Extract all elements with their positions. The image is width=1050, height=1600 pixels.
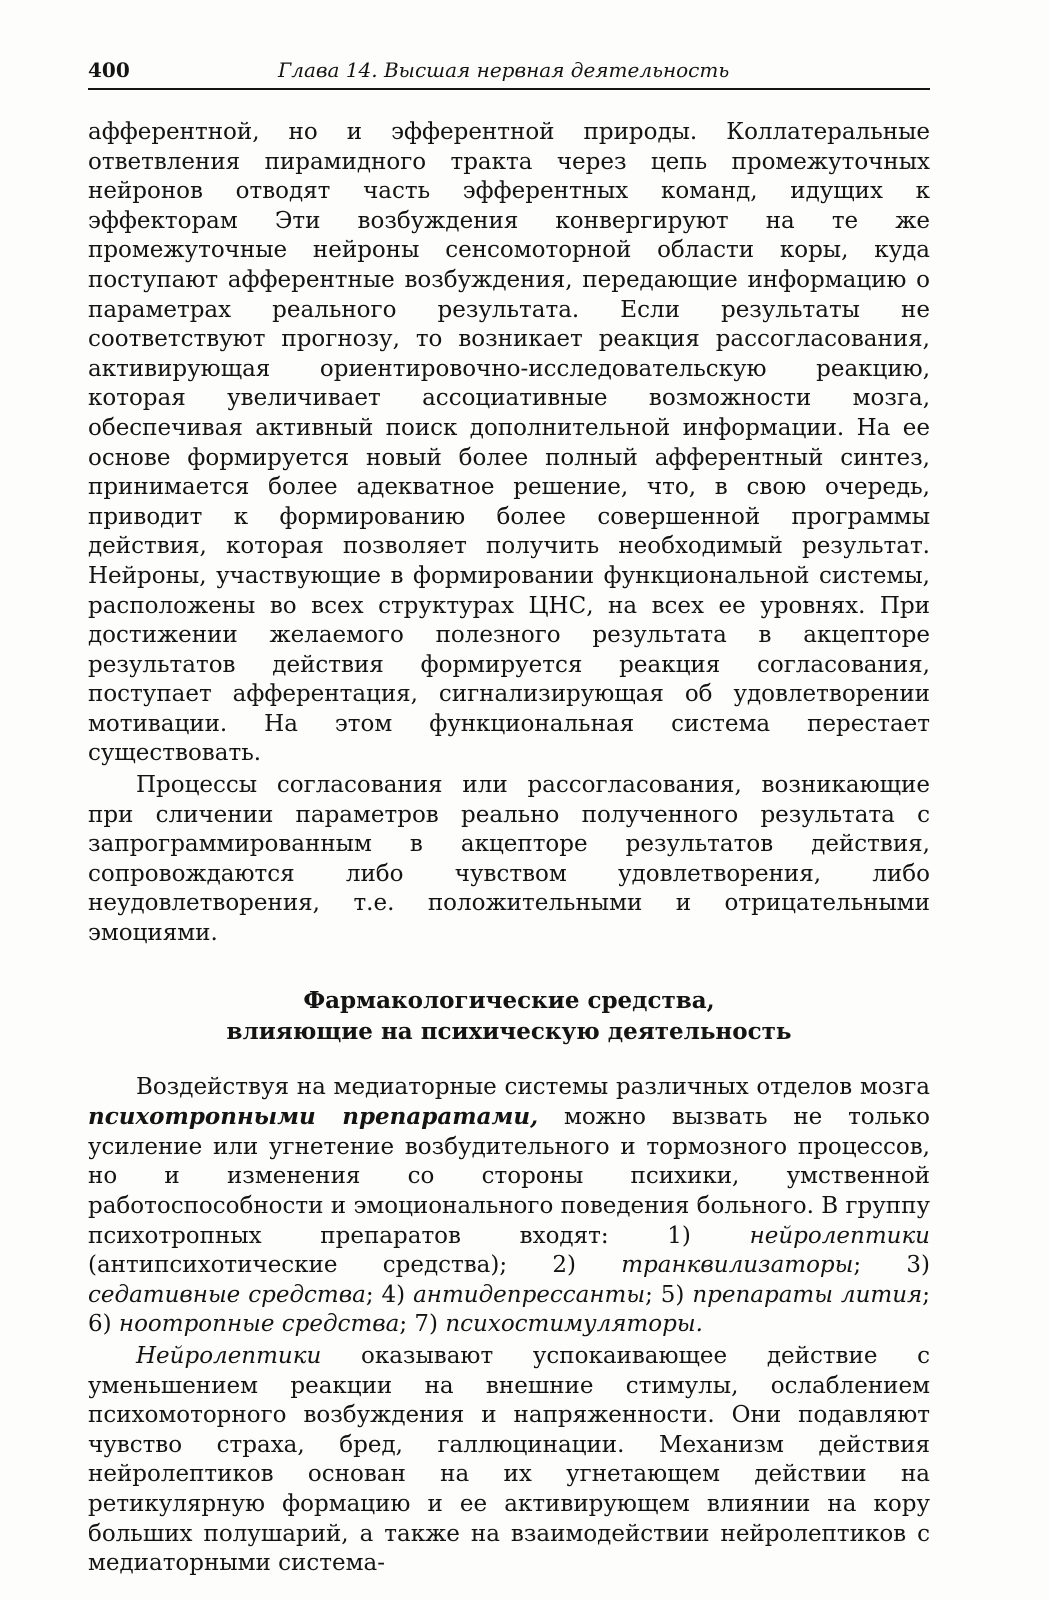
class-neuroleptics: нейролептики bbox=[749, 1222, 930, 1249]
paragraph-3-text: ; 5) bbox=[645, 1281, 693, 1308]
class-psychostimulants: психостимуляторы. bbox=[445, 1311, 703, 1338]
page-number: 400 bbox=[88, 58, 130, 82]
paragraph-3-text: Воздействуя на медиаторные системы различных отделов мозга bbox=[136, 1073, 930, 1100]
term-neuroleptics: Нейролептики bbox=[136, 1342, 322, 1369]
running-head bbox=[88, 58, 930, 90]
paragraph-3-text: можно вызвать не только усиление или угнетение возбудительного и тормозного процессов, но и изменения со стороны психики, умственной работоспособности и эмоционального поведения больного. В группу психотропных препаратов входят: 1) bbox=[88, 1104, 931, 1249]
paragraph-3-text: ; 4) bbox=[365, 1281, 414, 1308]
section-heading-line-2: влияющие на психическую деятельность bbox=[226, 1017, 792, 1045]
paragraph-4 bbox=[88, 1342, 930, 1579]
paragraph-1: афферентной, но и эфферентной природы. Коллатеральные ответвления пирамидного тракта через цепь промежуточных нейронов отводят часть эфферентных команд, идущих к эффекторам Эти возбуждения конвергируют на те же промежуточные нейроны сенсомоторной области коры, куда поступают афферентные возбуждения, передающие информацию о параметрах реального результата. Если результаты не соответствуют прогнозу, то возникает реакция рассогласования, активирующая ориентировочно-исследовательскую реакцию, которая увеличивает ассоциативные возможности мозга, обеспечивая активный поиск дополнительной информации. На ее основе формируется новый более полный афферентный синтез, принимается более адекватное решение, что, в свою очередь, приводит к формированию более совершенной программы действия, которая позволяет получить необходимый результат. Нейроны, участвующие в формировании функциональной системы, расположены во всех структурах ЦНС, на всех ее уровнях. При достижении желаемого полезного результата в акцепторе результатов действия формируется реакция согласования, поступает афферентация, сигнализирующая об удовлетворении мотивации. На этом функциональная система перестает существовать. bbox=[88, 119, 930, 767]
paragraph-2: Процессы согласования или рассогласования, возникающие при сличении параметров реально полученного результата с запрограммированным в акцепторе результатов действия, сопровождаются либо чувством удовлетворения, либо неудовлетворения, т.е. положительными и отрицательными эмоциями. bbox=[88, 772, 930, 947]
paragraph-3-text: ; 3) bbox=[853, 1252, 930, 1279]
class-nootropics: ноотропные средства bbox=[118, 1311, 400, 1338]
chapter-title: Глава 14. Высшая нервная деятельность bbox=[278, 58, 730, 82]
book-page bbox=[88, 58, 930, 1579]
body-text bbox=[88, 118, 930, 1579]
class-antidepressants: антидепрессанты bbox=[413, 1281, 646, 1308]
paragraph-3-text: (антипсихотические средства); 2) bbox=[88, 1252, 622, 1279]
section-heading bbox=[88, 985, 930, 1047]
term-psychotropic: психотропными препаратами, bbox=[88, 1103, 539, 1131]
section-heading-line-1: Фармакологические средства, bbox=[303, 986, 715, 1014]
paragraph-3-text: ; 6) bbox=[88, 1281, 930, 1338]
class-sedatives: седативные средства bbox=[88, 1281, 366, 1308]
class-lithium: препараты лития bbox=[692, 1281, 923, 1308]
paragraph-4-text: оказывают успокаивающее действие с уменьшением реакции на внешние стимулы, ослаблением психомоторного возбуждения и напряженности. Они подавляют чувство страха, бред, галлюцинации. Механизм действия нейролептиков основан на их угнетающем действии на ретикулярную формацию и ее активирующем влиянии на кору больших полушарий, а также на взаимодействии нейролептиков с медиаторными система- bbox=[88, 1342, 930, 1577]
class-tranquilizers: транквилизаторы bbox=[621, 1252, 854, 1279]
paragraph-3-text: ; 7) bbox=[399, 1311, 446, 1338]
paragraph-3 bbox=[88, 1073, 930, 1340]
